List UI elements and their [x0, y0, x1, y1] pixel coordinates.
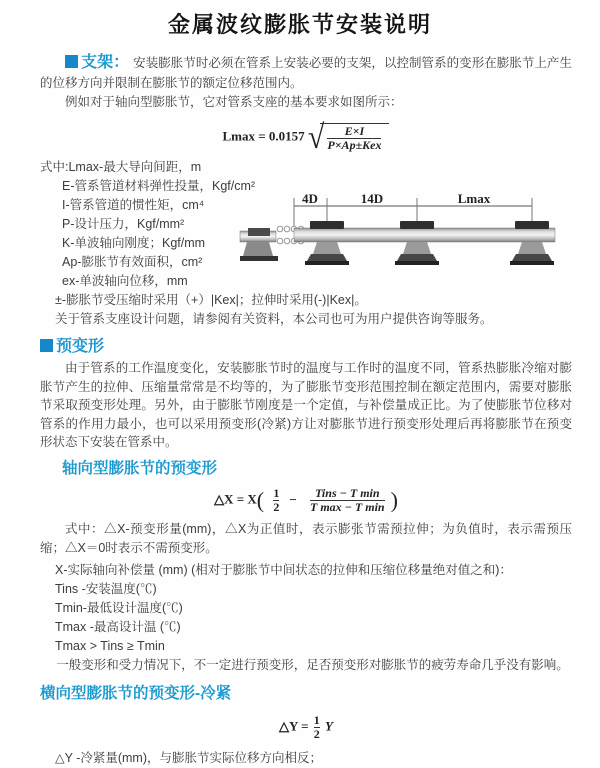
definition-item: I-管系管道的惯性矩，cm⁴	[62, 198, 205, 212]
definition-item: K-单波轴向刚度；Kgf/mm	[62, 236, 206, 250]
dim-label-lmax: Lmax	[457, 191, 491, 206]
support-note: 关于管系支座设计问题，请参阅有关资料，本公司也可为用户提供咨询等服务。	[55, 312, 493, 326]
definition-item: ex-单波轴向位移，mm	[62, 274, 188, 288]
definition-item: Tins -安装温度(℃)	[55, 581, 157, 596]
definition-item: X-实际轴向补偿量 (mm) (相对于膨胀节中间状态的拉伸和压缩位移量绝对值之和)：	[55, 562, 512, 577]
definition-item: 式中:Lmax-最大导向间距，m	[40, 160, 202, 174]
anchor-pedestal	[243, 242, 273, 256]
formula-dx-lhs: △X = X	[214, 490, 257, 506]
predeform-body-text: 由于管系的工作温度变化，安装膨胀节时的温度与工作时的温度不同，管系热膨胀冷缩对膨胀节产生的拉伸、压缩量常常是不均等的，为了膨胀节变形范围控制在额定范围内，需要对膨胀节采取预变形处理。另外，由于膨胀节刚度是一个定值，与补偿量成正比。为了使膨胀节位移对管系的作用力最小，也可以采用预变形(冷紧)方让对膨胀节进行预变形处理后再将膨胀节在预变形状态下安装在管系中。	[40, 361, 572, 449]
lateral-subsection-heading: 横向型膨胀节的预变形-冷紧	[40, 684, 232, 702]
lateral-note: △Y -冷紧量(mm)，与膨胀节实际位移方向相反；	[55, 750, 323, 765]
anchor-clamp	[248, 228, 270, 236]
pipe-support	[305, 221, 349, 265]
frac-num: 1	[313, 712, 320, 727]
pipe-support	[510, 221, 554, 265]
axial-explain-text: 式中：△X-预变形量(mm)，△X为正值时，表示膨张节需预拉伸；为负值时，表示需预压缩；△X＝0时表示不需预变形。	[40, 521, 572, 555]
dim-label-4d: 4D	[302, 191, 318, 206]
frac-den: 2	[313, 726, 320, 741]
frac-num: 1	[273, 485, 280, 500]
frac-num: Tins − T min	[315, 485, 380, 500]
dim-label-14d: 14D	[360, 191, 384, 206]
frac-temperature	[308, 487, 387, 514]
predeform-heading: 预变形	[56, 338, 105, 355]
formula-lmax-numerator: E×I	[344, 124, 365, 138]
definition-item: ±-膨胀节受压缩时采用（+）|Kex|；拉伸时采用(-)|Kex|。	[55, 293, 367, 307]
formula-lmax-lhs: Lmax = 0.0157	[222, 128, 305, 144]
radical-sign-icon: √	[307, 118, 325, 156]
frac-one-half	[271, 487, 281, 514]
definition-item: P-设计压力，Kgf/mm²	[62, 217, 185, 231]
section-bullet-icon	[40, 339, 53, 352]
anchor-base	[240, 256, 278, 261]
right-paren: )	[390, 487, 398, 512]
formula-lmax-denominator: P×Ap±Kex	[327, 138, 382, 152]
pipe-diagram	[240, 192, 570, 287]
axial-note: 一般变形和受力情况下，不一定进行预变形，足否预变形对膨胀节的疲劳寿命几乎没有影响。	[56, 657, 569, 672]
pipe-support	[395, 221, 439, 265]
sqrt-radical	[307, 118, 390, 156]
page-title: 金属波纹膨胀节安装说明	[167, 12, 432, 37]
formula-delta-y	[40, 714, 572, 741]
support-heading: 支架：	[81, 54, 130, 71]
frac-den: T max − T min	[310, 499, 385, 514]
frac-one-half	[312, 714, 322, 741]
frac-den: 2	[273, 499, 280, 514]
section-bullet-icon	[65, 55, 78, 68]
formula-dy-rhs: Y	[325, 717, 333, 733]
formula-delta-x	[40, 487, 572, 514]
definition-item: Tmax -最高设计温 (℃)	[55, 619, 181, 634]
axial-definitions	[40, 561, 572, 675]
formula-dy-lhs: △Y =	[278, 717, 309, 733]
support-example-text: 例如对于轴向型膨胀节，它对管系支座的基本要求如图所示：	[65, 95, 403, 109]
predeform-section-heading	[40, 337, 572, 357]
pipe	[294, 228, 555, 242]
definition-item: E-管系管道材料弹性投量，Kgf/cm²	[62, 179, 256, 193]
support-section-intro	[40, 53, 572, 93]
definition-item: Tmax > Tins ≥ Tmin	[55, 638, 165, 653]
minus-sign: −	[289, 492, 297, 507]
definition-item: Ap-膨胀节有效面积，cm²	[62, 255, 203, 269]
support-intro-text: 安装膨胀节时必须在管系上安装必要的支架，以控制管系的变形在膨胀节上产生的位移方向并限制在膨胀节的额定位移范围内。	[40, 56, 572, 90]
left-paren: (	[256, 487, 265, 512]
axial-subsection-heading: 轴向型膨胀节的预变形	[62, 459, 218, 477]
formula-lmax	[40, 118, 572, 156]
content-area	[0, 53, 600, 768]
definition-item: Tmin-最低设计温度(℃)	[55, 600, 183, 615]
